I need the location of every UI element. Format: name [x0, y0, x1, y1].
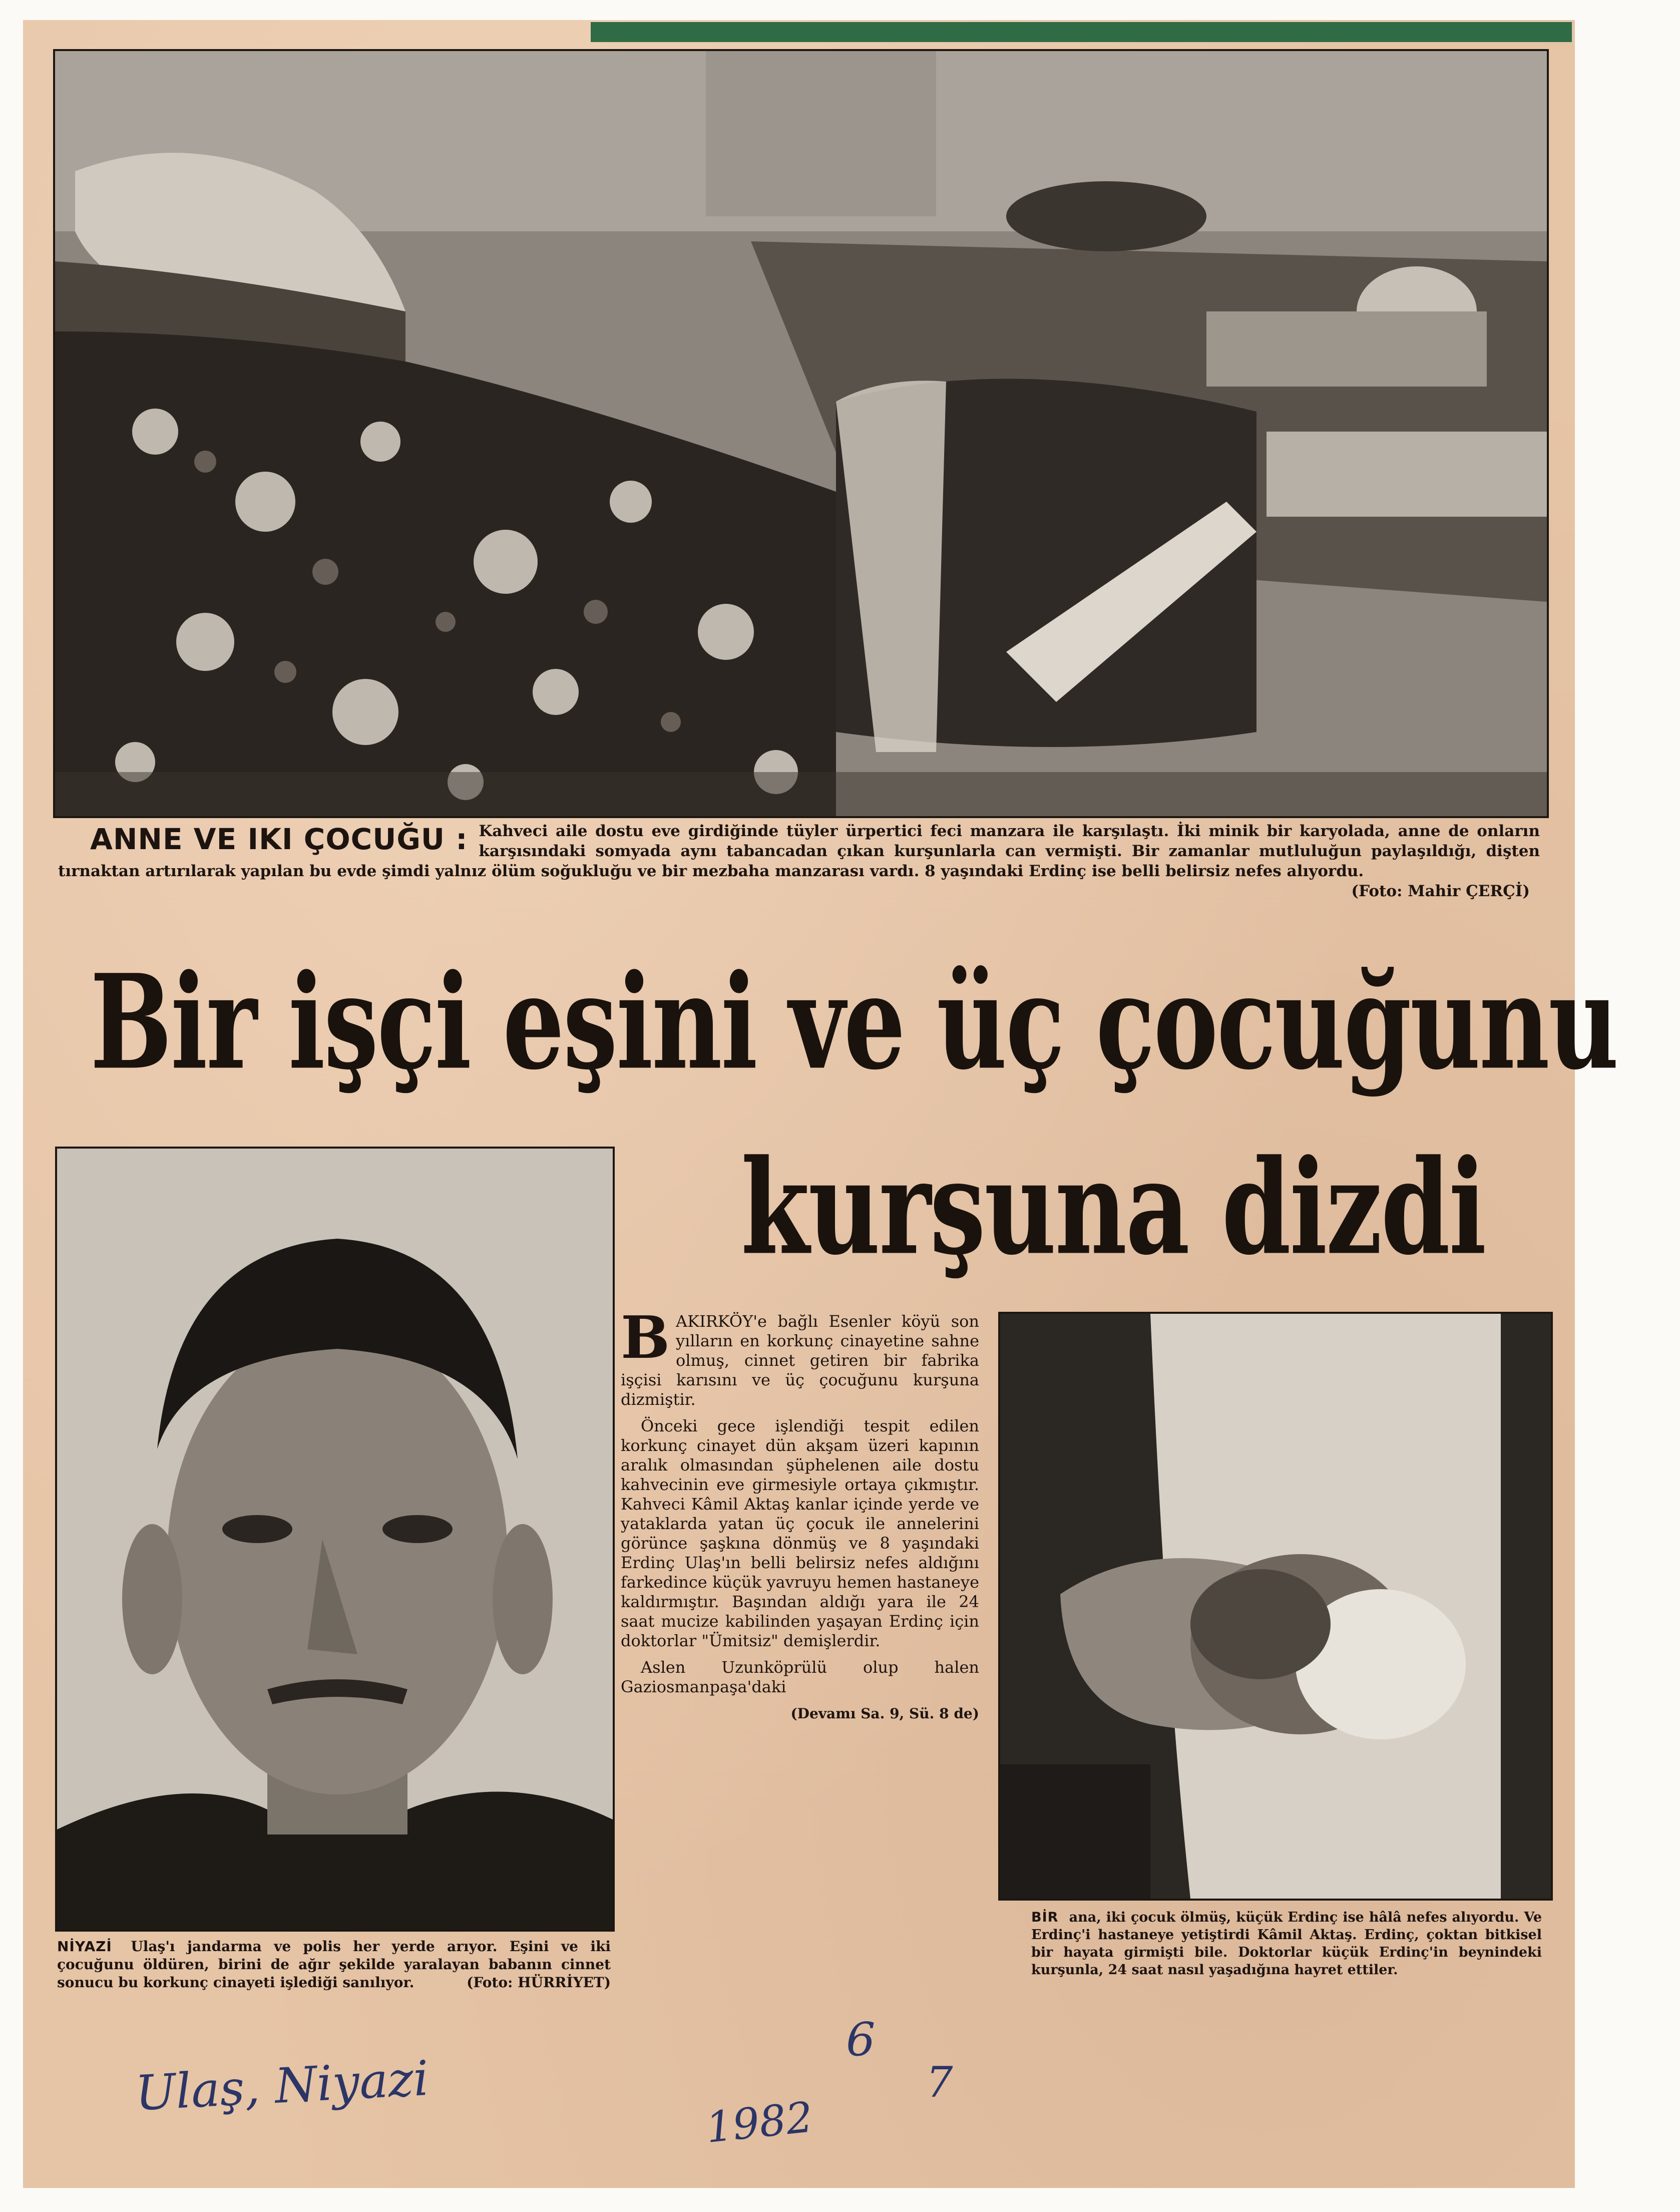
child-hospital-photo	[998, 1312, 1553, 1901]
drop-cap: B	[621, 1304, 670, 1372]
handwritten-date-year: 1982	[703, 2092, 815, 2152]
handwritten-date-month: 7	[926, 2058, 953, 2107]
headline-line-1: Bir işçi eşini ve üç çocuğunu	[90, 945, 1618, 1098]
crime-scene-caption	[58, 821, 1540, 901]
portrait-caption-text: Ulaş'ı jandarma ve polis her yerde arıyor. Eşini ve iki çocuğunu öldüren, birini de ağır şekilde yaralayan babanın cinnet sonucu bu korkunç cinayeti işlediği sanılıyor.	[57, 1938, 611, 1991]
portrait-photo	[55, 1147, 615, 1932]
article-paragraph-1	[621, 1304, 979, 1409]
handwritten-date-day: 6	[846, 2013, 876, 2066]
photo-credit: (Foto: Mahir ÇERÇİ)	[1351, 882, 1530, 900]
continued-reference: (Devamı Sa. 9, Sü. 8 de)	[790, 1705, 979, 1722]
handwritten-name-note: Ulaş, Niyazi	[134, 2050, 431, 2122]
article-body	[621, 1304, 979, 1723]
headline-line-2: kurşuna dizdi	[741, 1131, 1485, 1284]
article-paragraph-1-text: AKIRKÖY'e bağlı Esenler köyü son yılların en korkunç cinayetine sahne olmuş, cinnet getiren bir fabrika işçisi karısını ve üç çocuğunu kurşuna dizmiştir.	[621, 1312, 979, 1409]
caption-label: ANNE VE IKI ÇOCUĞU :	[90, 822, 468, 856]
caption-text: Kahveci aile dostu eve girdiğinde tüyler ürpertici feci manzara ile karşılaştı. İki minik bir karyolada, anne de onların karşısındaki somyada aynı tabancadan çıkan kurşunlarla can vermişti. Bir zamanlar mutluluğun paylaşıldığı, dişten tırnaktan artırılarak yapılan bu evde şimdi yalnız ölüm soğukluğu ve bir mezbaha manzarası vardı. 8 yaşındaki Erdinç ise belli belirsiz nefes alıyordu.	[58, 822, 1540, 880]
portrait-caption	[57, 1938, 611, 1992]
child-photo-caption	[1031, 1909, 1542, 1979]
clipping-edge-strip	[591, 22, 1572, 42]
child-caption-label: BİR	[1031, 1910, 1059, 1925]
article-paragraph-2: Önceki gece işlendiği tespit edilen korkunç cinayet dün akşam üzeri kapının aralık olmasından şüphelenen aile dostu kahvecinin eve girmesiyle ortaya çıkmıştır. Kahveci Kâmil Aktaş kanlar içinde yerde ve yataklarda yatan üç çocuk ile annelerini görünce şaşkına dönmüş ve 8 yaşındaki Erdinç Ulaş'ın belli belirsiz nefes aldığını farkedince küçük yavruyu hemen hastaneye kaldırmıştır. Başından aldığı yara ile 24 saat mucize kabilinden yaşayan Erdinç için doktorlar "Ümitsiz" demişlerdir.	[621, 1416, 979, 1650]
portrait-caption-label: NİYAZİ	[57, 1938, 112, 1955]
crime-scene-photo	[53, 49, 1549, 818]
portrait-photo-credit: (Foto: HÜRRİYET)	[467, 1974, 611, 1991]
article-paragraph-3: Aslen Uzunköprülü olup halen Gaziosmanpaşa'daki	[621, 1658, 979, 1696]
child-caption-text: ana, iki çocuk ölmüş, küçük Erdinç ise hâlâ nefes alıyordu. Ve Erdinç'i hastaneye yetiştirdi Kâmil Aktaş. Erdinç, çoktan bitkisel bir hayata girmişti bile. Doktorlar küçük Erdinç'in beynindeki kurşunla, 24 saat nasıl yaşadığına hayret ettiler.	[1031, 1910, 1542, 1978]
